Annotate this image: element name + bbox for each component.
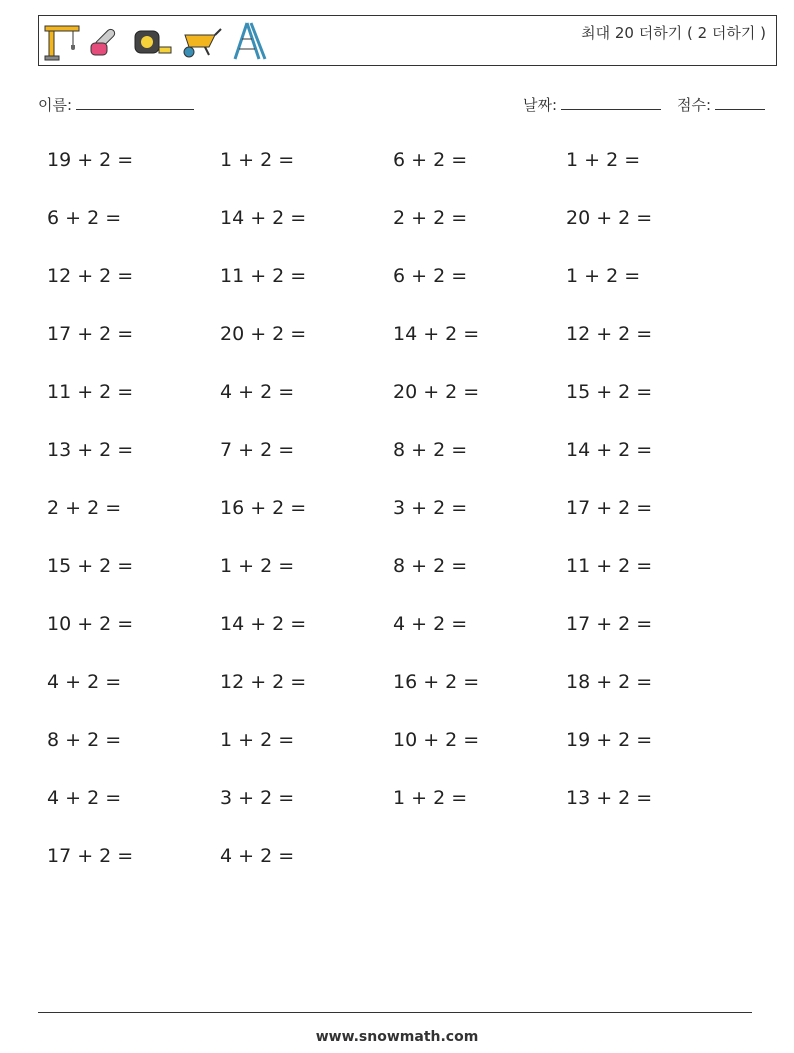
tape-measure-icon xyxy=(133,21,173,61)
problem-item: 8 + 2 = xyxy=(393,555,468,577)
problem-item: 11 + 2 = xyxy=(566,555,653,577)
problem-item: 1 + 2 = xyxy=(566,149,641,171)
problem-item: 1 + 2 = xyxy=(220,149,295,171)
problem-item: 13 + 2 = xyxy=(47,439,134,461)
problem-item: 14 + 2 = xyxy=(220,613,307,635)
problem-item: 4 + 2 = xyxy=(47,671,122,693)
problem-grid xyxy=(47,146,747,900)
problem-item: 13 + 2 = xyxy=(566,787,653,809)
footer-url: www.snowmath.com xyxy=(315,1029,479,1045)
score-blank[interactable] xyxy=(715,95,765,110)
name-field xyxy=(38,94,194,115)
problem-item: 16 + 2 = xyxy=(220,497,307,519)
problem-item: 12 + 2 = xyxy=(566,323,653,345)
problem-item: 19 + 2 = xyxy=(566,729,653,751)
problem-item: 11 + 2 = xyxy=(220,265,307,287)
problem-item: 2 + 2 = xyxy=(47,497,122,519)
problem-item: 4 + 2 = xyxy=(220,381,295,403)
date-label: 날짜: xyxy=(523,96,558,114)
ladder-icon xyxy=(229,21,269,61)
problem-item: 6 + 2 = xyxy=(393,265,468,287)
problem-item: 10 + 2 = xyxy=(47,613,134,635)
chainsaw-icon xyxy=(87,21,127,61)
problem-item: 12 + 2 = xyxy=(220,671,307,693)
problem-item: 6 + 2 = xyxy=(47,207,122,229)
problem-item: 10 + 2 = xyxy=(393,729,480,751)
problem-item: 11 + 2 = xyxy=(47,381,134,403)
problem-item: 8 + 2 = xyxy=(47,729,122,751)
problem-item: 17 + 2 = xyxy=(47,845,134,867)
problem-item: 4 + 2 = xyxy=(220,845,295,867)
score-field xyxy=(677,94,765,115)
problem-item: 2 + 2 = xyxy=(393,207,468,229)
date-field xyxy=(523,94,661,115)
problem-item: 14 + 2 = xyxy=(220,207,307,229)
problem-item: 3 + 2 = xyxy=(393,497,468,519)
problem-item: 14 + 2 = xyxy=(393,323,480,345)
problem-item: 16 + 2 = xyxy=(393,671,480,693)
crane-icon xyxy=(43,21,81,61)
header-icons xyxy=(43,20,269,62)
score-label: 점수: xyxy=(677,96,712,114)
worksheet-header xyxy=(38,15,777,66)
problem-item: 14 + 2 = xyxy=(566,439,653,461)
problem-item: 7 + 2 = xyxy=(220,439,295,461)
wheelbarrow-icon xyxy=(179,21,223,61)
worksheet-title: 최대 20 더하기 ( 2 더하기 ) xyxy=(581,24,766,42)
problem-item: 8 + 2 = xyxy=(393,439,468,461)
student-fields xyxy=(0,94,794,118)
problem-item: 15 + 2 = xyxy=(47,555,134,577)
name-blank[interactable] xyxy=(76,95,194,110)
problem-item: 18 + 2 = xyxy=(566,671,653,693)
problem-item: 17 + 2 = xyxy=(566,613,653,635)
problem-item: 12 + 2 = xyxy=(47,265,134,287)
problem-item: 1 + 2 = xyxy=(566,265,641,287)
problem-item: 20 + 2 = xyxy=(393,381,480,403)
problem-item: 4 + 2 = xyxy=(393,613,468,635)
problem-item: 20 + 2 = xyxy=(220,323,307,345)
problem-item: 4 + 2 = xyxy=(47,787,122,809)
problem-item: 20 + 2 = xyxy=(566,207,653,229)
problem-item: 1 + 2 = xyxy=(220,555,295,577)
name-label: 이름: xyxy=(38,96,73,114)
problem-item: 6 + 2 = xyxy=(393,149,468,171)
problem-item: 1 + 2 = xyxy=(393,787,468,809)
problem-item: 1 + 2 = xyxy=(220,729,295,751)
date-blank[interactable] xyxy=(561,95,661,110)
problem-item: 19 + 2 = xyxy=(47,149,134,171)
problem-item: 17 + 2 = xyxy=(47,323,134,345)
problem-item: 15 + 2 = xyxy=(566,381,653,403)
problem-item: 17 + 2 = xyxy=(566,497,653,519)
problem-item: 3 + 2 = xyxy=(220,787,295,809)
footer-divider xyxy=(38,1012,752,1013)
